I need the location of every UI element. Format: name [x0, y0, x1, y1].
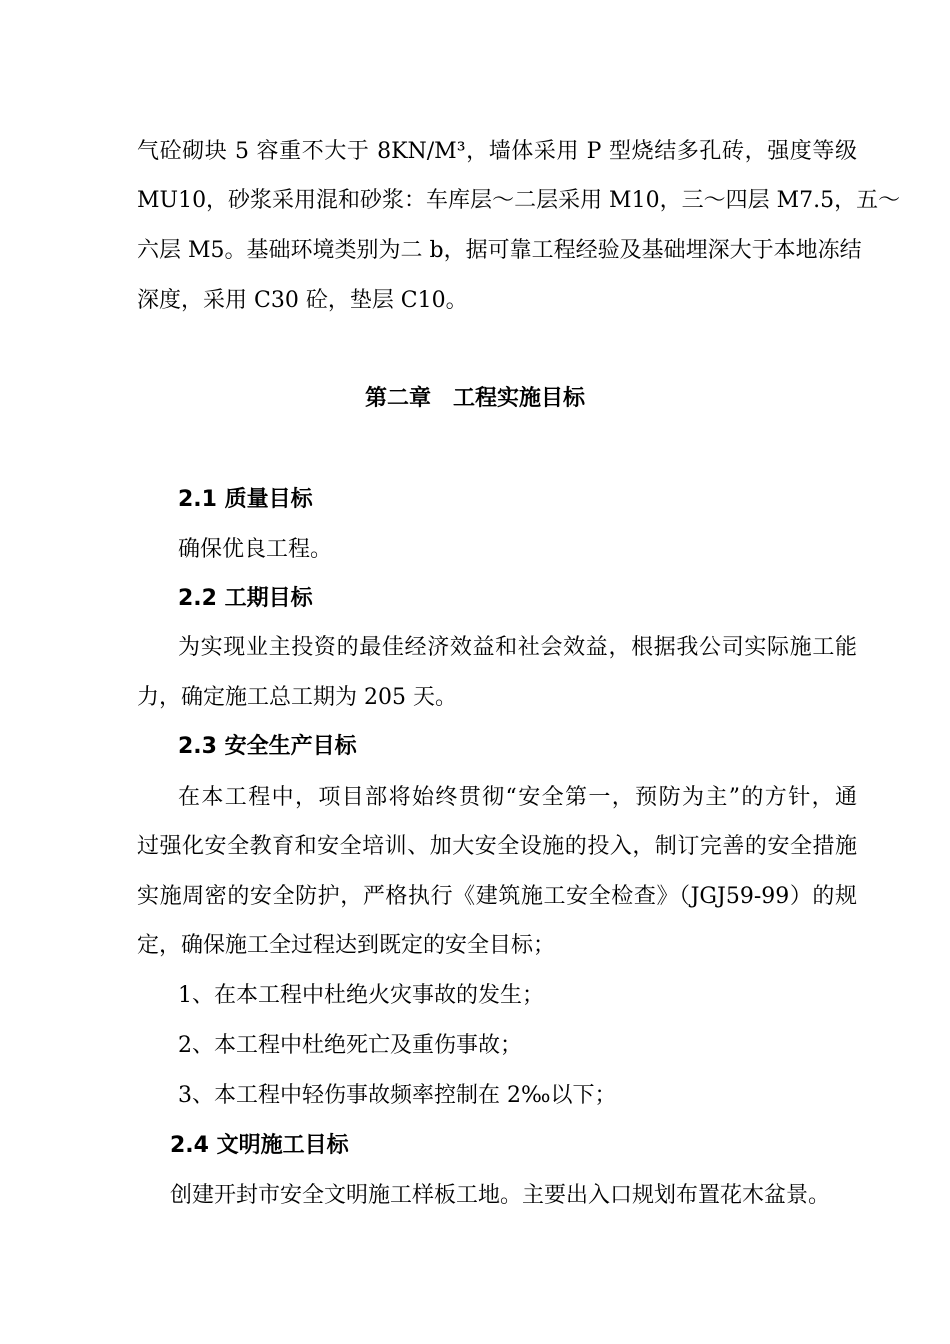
intro-line-3: 六层 M5。基础环境类别为二 b，据可靠工程经验及基础埋深大于本地冻结 — [137, 238, 862, 263]
section-2-3-line-4: 定，确保施工全过程达到既定的安全目标； — [137, 933, 556, 958]
intro-line-1: 气砼砌块 5 容重不大于 8KN/M³，墙体采用 P 型烧结多孔砖，强度等级 — [137, 139, 857, 164]
intro-line-2: MU10，砂浆采用混和砂浆：车库层～二层采用 M10，三～四层 M7.5，五～ — [137, 188, 901, 213]
section-2-2-line-1: 为实现业主投资的最佳经济效益和社会效益，根据我公司实际施工能 — [178, 635, 857, 660]
section-2-2-line-2: 力，确定施工总工期为 205 天。 — [137, 685, 457, 710]
section-2-3-line-1: 在本工程中，项目部将始终贯彻“安全第一，预防为主”的方针，通 — [178, 785, 857, 810]
intro-line-4: 深度，采用 C30 砼，垫层 C10。 — [137, 288, 468, 313]
section-heading-2-4: 2.4 文明施工目标 — [170, 1133, 349, 1158]
list-item: 3、本工程中轻伤事故频率控制在 2‰以下； — [178, 1083, 617, 1108]
section-2-3-line-2: 过强化安全教育和安全培训、加大安全设施的投入，制订完善的安全措施 — [137, 834, 857, 859]
section-heading-2-2: 2.2 工期目标 — [178, 586, 313, 611]
section-2-1-text: 确保优良工程。 — [178, 537, 333, 562]
list-item: 1、在本工程中杜绝火灾事故的发生； — [178, 983, 544, 1008]
section-heading-2-3: 2.3 安全生产目标 — [178, 734, 357, 759]
section-2-4-text: 创建开封市安全文明施工样板工地。主要出入口规划布置花木盆景。 — [170, 1183, 831, 1208]
section-2-3-line-3: 实施周密的安全防护，严格执行《建筑施工安全检查》（JGJ59-99）的规 — [137, 884, 857, 909]
section-heading-2-1: 2.1 质量目标 — [178, 487, 313, 512]
chapter-title: 第二章 工程实施目标 — [364, 386, 585, 411]
list-item: 2、本工程中杜绝死亡及重伤事故； — [178, 1033, 522, 1058]
